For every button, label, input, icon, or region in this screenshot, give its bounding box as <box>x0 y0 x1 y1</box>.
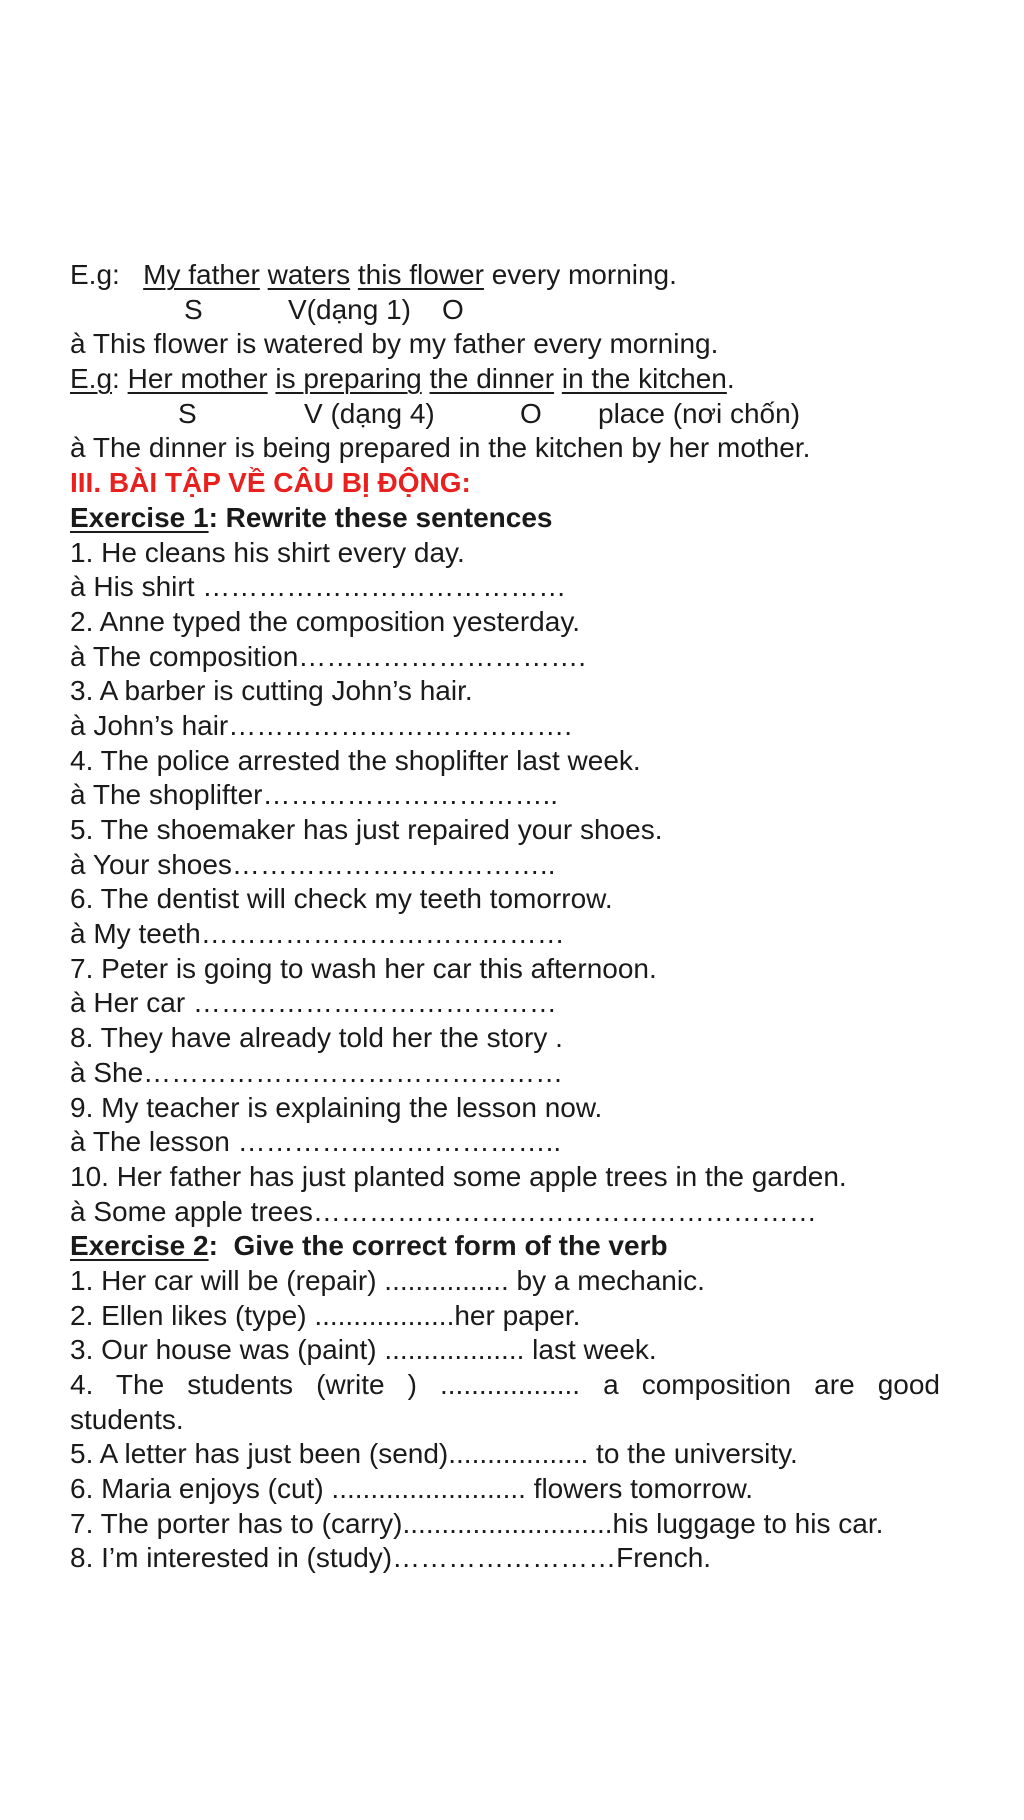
answer-line-10: à Some apple trees……………………………………………… <box>70 1195 817 1227</box>
example-1-sentence <box>70 258 950 293</box>
period: . <box>726 363 735 395</box>
exercise-1-title <box>70 501 950 536</box>
example-2-labels <box>70 397 950 432</box>
question-7: 7. Peter is going to wash her car this afternoon. <box>70 952 657 984</box>
object-phrase: this flower <box>357 259 484 290</box>
exercise-2-label: Exercise 2 <box>70 1230 209 1262</box>
exercise-2-title <box>70 1229 950 1264</box>
verb-phrase: waters <box>267 259 351 290</box>
answer-line-2: à The composition…………………………. <box>70 640 587 672</box>
answer-line-7: à Her car ………………………………… <box>70 987 557 1019</box>
example-1-labels <box>70 293 950 328</box>
label-place: place (nơi chốn) <box>598 397 801 429</box>
label-s: S <box>178 397 197 429</box>
verb-item-7: 7. The porter has to (carry)...........................his luggage to his car. <box>70 1507 884 1539</box>
example-prefix: E.g: <box>70 259 144 290</box>
subject-phrase: Her mother <box>127 363 268 395</box>
verb-item-4: 4. The students (write ) .................. a composition are good <box>70 1369 940 1400</box>
question-9: 9. My teacher is explaining the lesson now. <box>70 1091 603 1123</box>
question-5: 5. The shoemaker has just repaired your shoes. <box>70 814 663 845</box>
object-phrase: the dinner <box>429 363 555 395</box>
example-2-answer: à The dinner is being prepared in the kitchen by her mother. <box>70 432 811 464</box>
answer-line-6: à My teeth………………………………… <box>70 918 565 950</box>
exercise-1-instruction: : Rewrite these sentences <box>208 501 553 533</box>
verb-item-6: 6. Maria enjoys (cut) ......................... flowers tomorrow. <box>70 1473 754 1505</box>
verb-item-4-continued: students. <box>70 1403 184 1435</box>
verb-phrase: is preparing <box>275 363 422 395</box>
section-heading: III. BÀI TẬP VỀ CÂU BỊ ĐỘNG: <box>70 467 471 499</box>
example-prefix: E.g <box>70 363 113 395</box>
answer-line-1: à His shirt ………………………………… <box>70 571 567 603</box>
label-o: O <box>520 397 542 429</box>
question-1: 1. He cleans his shirt every day. <box>70 536 465 568</box>
verb-item-3: 3. Our house was (paint) .................. last week. <box>70 1334 657 1366</box>
example-colon: : <box>112 363 128 395</box>
answer-line-8: à She……………………………………… <box>70 1056 564 1088</box>
exercise-2-instruction: : Give the correct form of the verb <box>208 1230 668 1262</box>
verb-item-2: 2. Ellen likes (type) ..................her paper. <box>70 1299 581 1331</box>
answer-line-3: à John’s hair………………………………. <box>70 709 573 741</box>
label-o: O <box>442 293 464 325</box>
verb-item-8: 8. I’m interested in (study)……………………French. <box>70 1542 712 1574</box>
question-3: 3. A barber is cutting John’s hair. <box>70 675 473 707</box>
time-phrase: every morning. <box>491 259 677 290</box>
question-6: 6. The dentist will check my teeth tomorrow. <box>70 883 613 915</box>
worksheet-content <box>70 258 950 1576</box>
label-s: S <box>184 293 203 325</box>
question-10: 10. Her father has just planted some apple trees in the garden. <box>70 1160 847 1192</box>
answer-line-9: à The lesson …………………………….. <box>70 1126 562 1158</box>
exercise-1-label: Exercise 1 <box>70 501 209 533</box>
example-2-sentence <box>70 362 950 397</box>
subject-phrase: My father <box>143 259 260 290</box>
exercise-2-list <box>70 1264 950 1576</box>
place-phrase: in the kitchen <box>561 363 727 395</box>
verb-item-1: 1. Her car will be (repair) ................ by a mechanic. <box>70 1264 705 1296</box>
question-4: 4. The police arrested the shoplifter last week. <box>70 744 641 776</box>
answer-line-4: à The shoplifter………………………….. <box>70 779 559 811</box>
label-v: V (dạng 4) <box>304 397 435 429</box>
answer-line-5: à Your shoes…………………………….. <box>70 848 556 880</box>
question-8: 8. They have already told her the story . <box>70 1022 563 1054</box>
verb-item-5: 5. A letter has just been (send).................. to the university. <box>70 1438 798 1470</box>
example-1-answer: à This flower is watered by my father every morning. <box>70 328 719 360</box>
exercise-1-list <box>70 536 950 1230</box>
label-v: V(dạng 1) <box>288 293 411 325</box>
question-2: 2. Anne typed the composition yesterday. <box>70 605 581 637</box>
